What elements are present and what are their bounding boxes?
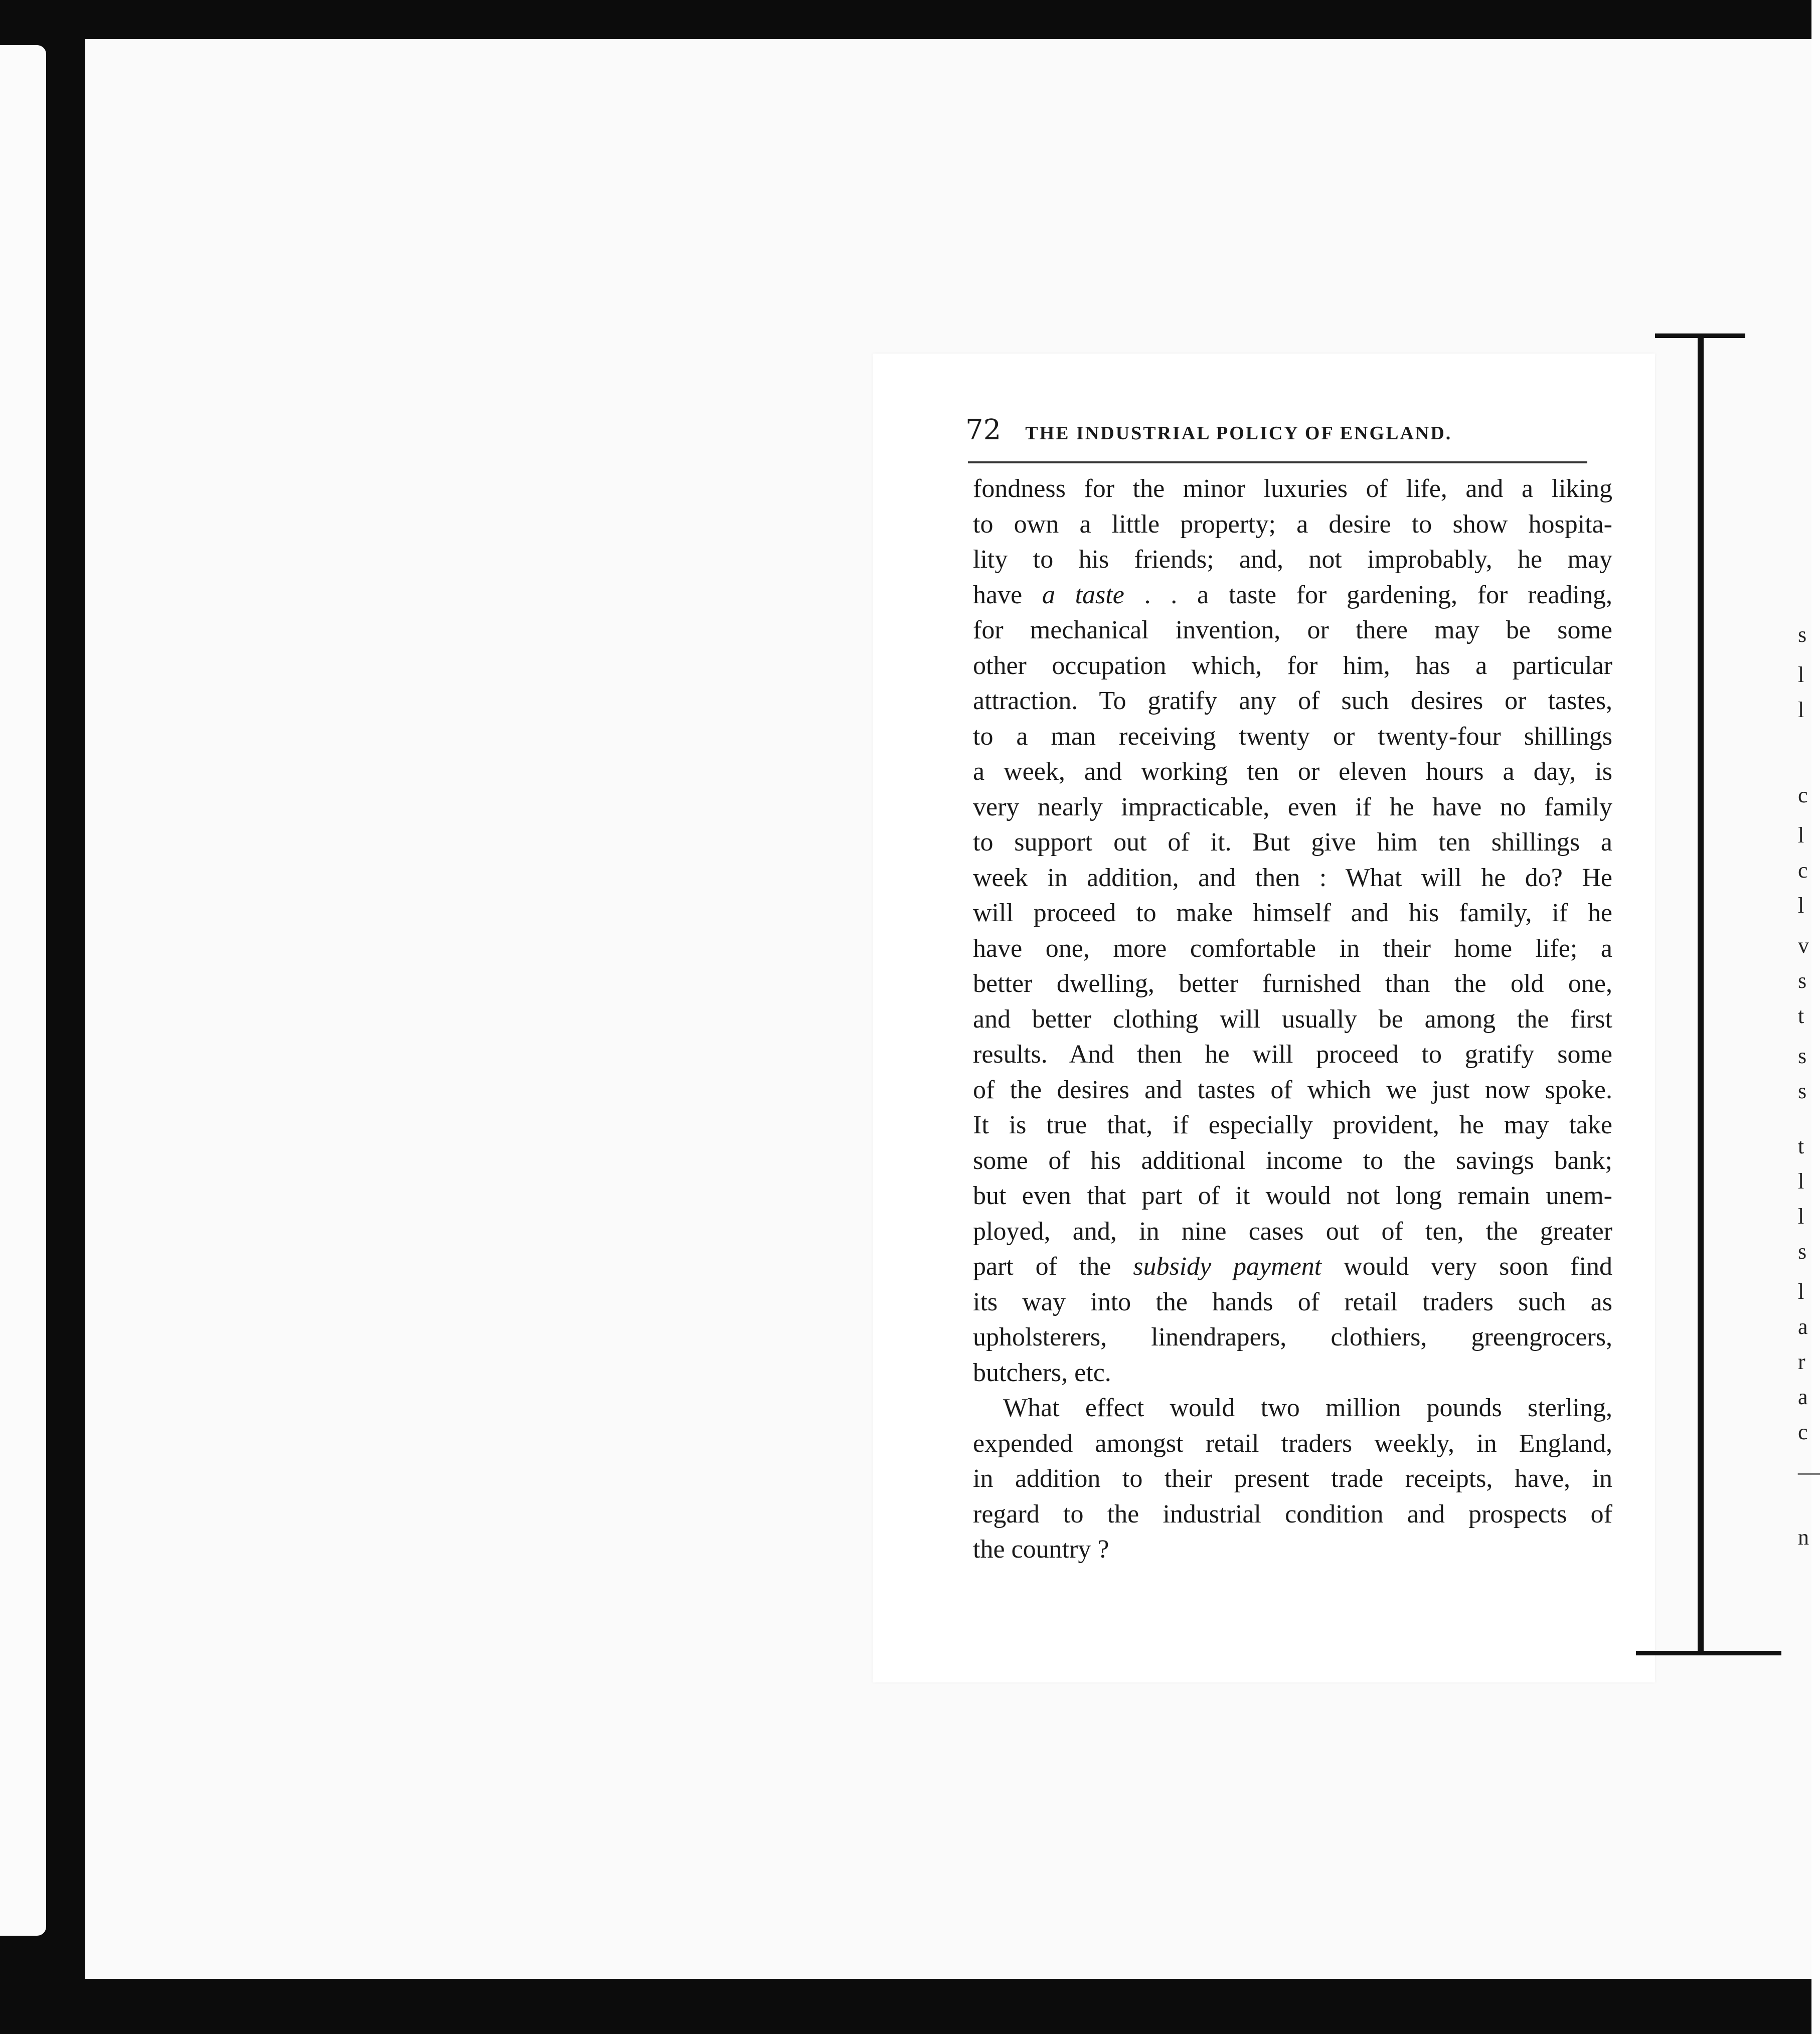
adjacent-page-glyph: l — [1798, 1169, 1804, 1194]
text-run: would very soon find — [1321, 1252, 1612, 1281]
paragraph-1-line: of the desires and tastes of which we just now spoke. — [973, 1075, 1612, 1104]
paragraph-1-line: It is true that, if especially provident, he may take — [973, 1111, 1612, 1139]
adjacent-page-glyph: s — [1798, 1239, 1807, 1264]
adjacent-page-glyph: t — [1798, 1003, 1804, 1028]
adjacent-page-glyph: a — [1798, 1385, 1808, 1409]
paragraph-1-line: and better clothing will usually be among the first — [973, 1004, 1612, 1034]
paragraph-1-line: to support out of it. But give him ten shillings a — [973, 828, 1612, 857]
adjacent-page-glyph: s — [1798, 622, 1807, 647]
running-head — [965, 414, 1627, 454]
page-bracket-bottom — [1636, 1651, 1781, 1655]
adjacent-page-glyph: l — [1798, 698, 1804, 722]
italic-phrase: subsidy payment — [1133, 1252, 1322, 1281]
text-run: part of the — [973, 1252, 1133, 1281]
paragraph-1-line: to own a little property; a desire to show hospita- — [973, 510, 1612, 539]
paragraph-1-line: results. And then he will proceed to gratify some — [973, 1040, 1612, 1069]
paragraph-2-line: regard to the industrial condition and prospects of — [973, 1499, 1612, 1529]
adjacent-page-glyph: l — [1798, 1204, 1804, 1229]
paragraph-2-line: What effect would two million pounds sterling, — [1003, 1394, 1612, 1422]
paragraph-1-line: have one, more comfortable in their home life; a — [973, 934, 1612, 963]
paragraph-1-line: to a man receiving twenty or twenty-four shillings — [973, 722, 1612, 751]
paragraph-1-line: for mechanical invention, or there may be some — [973, 616, 1612, 644]
adjacent-page-glyph: t — [1798, 1134, 1804, 1158]
adjacent-page-glyph: c — [1798, 783, 1808, 807]
paragraph-1-line: fondness for the minor luxuries of life, and a liking — [973, 474, 1612, 503]
scan-frame-left-margin — [0, 45, 46, 1936]
adjacent-page-glyph: s — [1798, 1079, 1807, 1103]
paragraph-1-line: very nearly impracticable, even if he have no family — [973, 792, 1612, 821]
paragraph-1-line: lity to his friends; and, not improbably, he may — [973, 545, 1612, 574]
italic-phrase: a taste — [1042, 580, 1124, 609]
paragraph-1-line: upholsterers, linendrapers, clothiers, greengrocers, — [973, 1323, 1612, 1351]
adjacent-page-glyph: s — [1798, 968, 1807, 993]
page-bracket-bar — [1698, 336, 1704, 1655]
paragraph-1-line: butchers, etc. — [973, 1358, 1111, 1387]
adjacent-page-glyph: n — [1798, 1525, 1809, 1550]
text-run: have — [973, 580, 1042, 609]
adjacent-page-glyph: v — [1798, 933, 1809, 958]
paragraph-1-line: other occupation which, for him, has a particular — [973, 651, 1612, 680]
paragraph-1-line: will proceed to make himself and his family, if he — [973, 899, 1612, 927]
adjacent-page-glyph: l — [1798, 1279, 1804, 1304]
adjacent-page-glyph: l — [1798, 662, 1804, 687]
page-number: 72 — [965, 414, 1002, 446]
adjacent-page-glyph: r — [1798, 1349, 1805, 1374]
body-text — [973, 471, 1612, 1568]
adjacent-page-glyph: — — [1798, 1460, 1820, 1484]
running-head-title: THE INDUSTRIAL POLICY OF ENGLAND. — [1025, 423, 1452, 444]
adjacent-page-glyph: c — [1798, 858, 1808, 883]
paragraph-2-line: the country ? — [973, 1535, 1109, 1564]
paragraph-1-line: a week, and working ten or eleven hours a day, is — [973, 757, 1612, 786]
paragraph-1-line: week in addition, and then : What will he do? He — [973, 863, 1612, 892]
paragraph-1-line: attraction. To gratify any of such desires or tastes, — [973, 687, 1612, 715]
paragraph-1-line: ployed, and, in nine cases out of ten, the greater — [973, 1217, 1612, 1246]
paragraph-2-line: expended amongst retail traders weekly, in England, — [973, 1429, 1612, 1458]
adjacent-page-glyph: c — [1798, 1420, 1808, 1444]
paragraph-2-line: in addition to their present trade receipts, have, in — [973, 1464, 1612, 1493]
paragraph-1-line: better dwelling, better furnished than the old one, — [973, 969, 1612, 998]
adjacent-page-glyph: l — [1798, 823, 1804, 847]
header-rule — [968, 461, 1587, 463]
paragraph-1-line: some of his additional income to the savings bank; — [973, 1146, 1612, 1175]
adjacent-page-glyph: l — [1798, 893, 1804, 918]
adjacent-page-glyph: s — [1798, 1044, 1807, 1068]
scan-frame-bottom — [0, 1979, 1811, 2034]
paragraph-1-line: its way into the hands of retail traders such as — [973, 1287, 1612, 1316]
paragraph-1-line: but even that part of it would not long remain unem- — [973, 1181, 1612, 1210]
paragraph-1-line — [973, 1249, 1612, 1285]
paragraph-1-line — [973, 578, 1612, 613]
text-run: . . a taste for gardening, for reading, — [1124, 580, 1612, 609]
scan-frame-top — [0, 0, 1811, 39]
adjacent-page-glyph: a — [1798, 1314, 1808, 1339]
